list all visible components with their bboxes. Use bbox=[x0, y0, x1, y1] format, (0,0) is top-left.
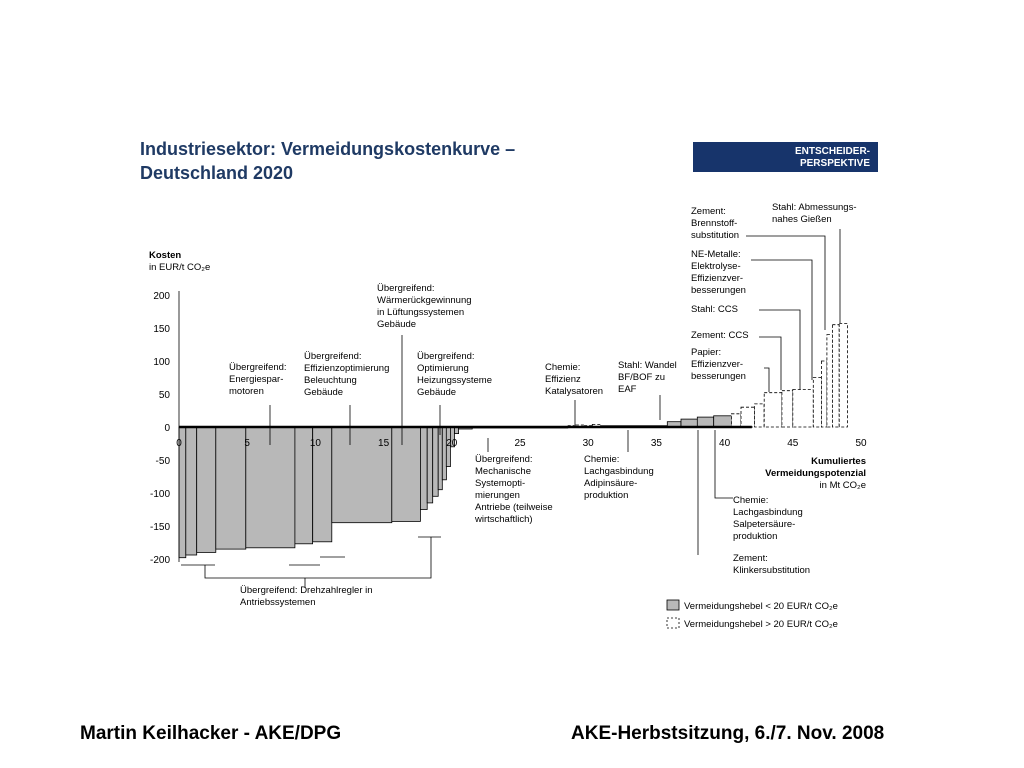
y-tick-label--100: -100 bbox=[149, 489, 170, 500]
annotation-waerme-line-4: Gebäude bbox=[377, 319, 417, 330]
legend-swatch-2 bbox=[667, 618, 679, 628]
annotation-stahl-ccs-line-1: Stahl: CCS bbox=[691, 304, 738, 315]
bar-11 bbox=[427, 427, 433, 503]
annotation-waerme-line-2: Wärmerückgewinnung bbox=[377, 295, 472, 306]
x-tick-label-0: 0 bbox=[176, 438, 182, 449]
annotation-stahl-bof-line-2: BF/BOF zu bbox=[618, 372, 665, 383]
annotation-drehzahl-line-1: Übergreifend: Drehzahlregler in bbox=[240, 585, 373, 596]
badge-text-line-1: ENTSCHEIDER- bbox=[794, 146, 870, 157]
y-axis-label bbox=[149, 250, 210, 273]
x-tick-label-45: 45 bbox=[787, 438, 799, 449]
annotation-salpeter-line-1: Chemie: bbox=[733, 495, 769, 506]
x-tick-label-35: 35 bbox=[650, 438, 662, 449]
annotation-stahl-bof-line-1: Stahl: Wandel bbox=[618, 360, 677, 371]
annotation-heizung-line-4: Gebäude bbox=[417, 387, 457, 398]
annotation-beleuchtung-line-3: Beleuchtung bbox=[304, 375, 357, 386]
bar-4 bbox=[216, 427, 246, 549]
bar-12 bbox=[433, 427, 439, 496]
y-tick-label-100: 100 bbox=[153, 357, 170, 368]
bar-28 bbox=[714, 416, 732, 427]
x-tick-label-50: 50 bbox=[855, 438, 867, 449]
x-tick-label-40: 40 bbox=[719, 438, 731, 449]
bar-13 bbox=[438, 427, 442, 490]
annotation-heizung-line-2: Optimierung bbox=[417, 363, 469, 374]
annotation-waerme-line-3: in Lüftungssystemen bbox=[377, 307, 465, 318]
annotation-mechanisch-line-4: mierungen bbox=[475, 490, 520, 501]
annotation-stahl-giessen-line-2: nahes Gießen bbox=[772, 214, 832, 225]
annotation-papier-line-2: Effizienzver- bbox=[691, 359, 744, 370]
x-tick-label-10: 10 bbox=[309, 438, 321, 449]
annotation-energiespar-line-1: Übergreifend: bbox=[229, 362, 287, 373]
bar-36 bbox=[821, 361, 827, 427]
annotation-mechanisch-line-2: Mechanische bbox=[475, 466, 531, 477]
annotation-ne-metalle-line-2: Elektrolyse- bbox=[691, 261, 741, 272]
annotation-beleuchtung-line-1: Übergreifend: bbox=[304, 351, 362, 362]
annotation-stahl-bof-line-3: EAF bbox=[618, 384, 637, 395]
annotation-energiespar-line-2: Energiespar- bbox=[229, 374, 284, 385]
annotation-papier-line-1: Papier: bbox=[691, 347, 722, 358]
annotation-zement-ccs-line-1: Zement: CCS bbox=[691, 330, 749, 341]
decision-maker-badge bbox=[693, 142, 878, 172]
bar-34 bbox=[793, 389, 814, 427]
y-tick-label--50: -50 bbox=[155, 456, 170, 467]
bar-32 bbox=[764, 393, 782, 427]
leader-stahl-ccs bbox=[759, 310, 800, 390]
y-tick-label--150: -150 bbox=[149, 522, 170, 533]
legend bbox=[667, 600, 838, 630]
annotation-waerme-line-1: Übergreifend: bbox=[377, 283, 435, 294]
annotation-mechanisch-line-1: Übergreifend: bbox=[475, 454, 533, 465]
leader-zement-ccs bbox=[759, 337, 781, 390]
legend-label-2: Vermeidungshebel > 20 EUR/t CO₂e bbox=[684, 619, 838, 630]
y-axis-label-line-2: in EUR/t CO₂e bbox=[149, 262, 211, 273]
annotation-mechanisch-line-6: wirtschaftlich) bbox=[475, 514, 533, 525]
y-tick-label-150: 150 bbox=[153, 324, 170, 335]
annotation-adipin-line-1: Chemie: bbox=[584, 454, 620, 465]
bar-14 bbox=[442, 427, 446, 480]
y-tick-label-50: 50 bbox=[158, 390, 170, 401]
annotation-brennstoff-line-2: Brennstoff- bbox=[691, 218, 738, 229]
x-tick-label-15: 15 bbox=[378, 438, 390, 449]
annotation-mechanisch-line-5: Antriebe (teilweise bbox=[475, 502, 553, 513]
x-axis-label-line-1: Kumuliertes bbox=[811, 456, 866, 467]
annotation-katalysatoren-line-3: Katalysatoren bbox=[545, 386, 604, 397]
y-axis-label-line-1: Kosten bbox=[149, 250, 182, 261]
bar-27 bbox=[697, 417, 713, 427]
annotation-adipin-line-2: Lachgasbindung bbox=[584, 466, 654, 477]
y-tick-label-0: 0 bbox=[164, 423, 170, 434]
bar-38 bbox=[832, 325, 839, 427]
bar-35 bbox=[813, 378, 821, 428]
annotation-heizung-line-1: Übergreifend: bbox=[417, 351, 475, 362]
annotation-katalysatoren-line-1: Chemie: bbox=[545, 362, 581, 373]
annotation-adipin-line-3: Adipinsäure- bbox=[584, 478, 638, 489]
bar-29 bbox=[731, 414, 741, 427]
x-axis-label-line-2: Vermeidungspotenzial bbox=[765, 468, 866, 479]
annotation-ne-metalle-line-4: besserungen bbox=[691, 285, 746, 296]
annotation-salpeter-line-2: Lachgasbindung bbox=[733, 507, 803, 518]
annotation-salpeter-line-4: produktion bbox=[733, 531, 778, 542]
annotation-drehzahl-line-2: Antriebssystemen bbox=[240, 597, 316, 608]
x-tick-label-25: 25 bbox=[514, 438, 526, 449]
footer-author: Martin Keilhacker - AKE/DPG bbox=[80, 723, 342, 744]
annotation-adipin-line-4: produktion bbox=[584, 490, 629, 501]
annotation-ne-metalle-line-3: Effizienzver- bbox=[691, 273, 744, 284]
annotation-klinker-line-1: Zement: bbox=[733, 553, 768, 564]
leader-papier bbox=[764, 368, 769, 392]
annotation-heizung-line-3: Heizungssysteme bbox=[417, 375, 492, 386]
bar-39 bbox=[839, 323, 847, 427]
annotation-beleuchtung-line-2: Effizienzoptimierung bbox=[304, 363, 390, 374]
bar-30 bbox=[741, 407, 755, 427]
bar-3 bbox=[197, 427, 216, 552]
leader-ne-metalle bbox=[751, 260, 812, 380]
annotation-ne-metalle-line-1: NE-Metalle: bbox=[691, 249, 741, 260]
bar-9 bbox=[392, 427, 421, 521]
y-tick-label--200: -200 bbox=[149, 555, 170, 566]
legend-swatch-1 bbox=[667, 600, 679, 610]
bar-33 bbox=[782, 391, 793, 427]
annotation-stahl-giessen-line-1: Stahl: Abmessungs- bbox=[772, 202, 857, 213]
annotation-beleuchtung-line-4: Gebäude bbox=[304, 387, 344, 398]
annotation-katalysatoren-line-2: Effizienz bbox=[545, 374, 581, 385]
x-tick-label-5: 5 bbox=[244, 438, 250, 449]
chart-title-line-1: Industriesektor: Vermeidungskostenkurve – bbox=[140, 139, 516, 159]
annotation-energiespar-line-3: motoren bbox=[229, 386, 264, 397]
annotation-mechanisch-line-3: Systemopti- bbox=[475, 478, 526, 489]
bar-37 bbox=[827, 335, 833, 427]
x-tick-label-20: 20 bbox=[446, 438, 458, 449]
annotation-brennstoff-line-1: Zement: bbox=[691, 206, 726, 217]
bar-2 bbox=[186, 427, 197, 555]
bar-10 bbox=[420, 427, 427, 510]
annotation-papier-line-3: besserungen bbox=[691, 371, 746, 382]
bar-5 bbox=[246, 427, 295, 548]
leader-brennstoff bbox=[746, 236, 825, 330]
y-tick-label-200: 200 bbox=[153, 291, 170, 302]
x-axis-label bbox=[765, 456, 866, 491]
x-axis-label-line-3: in Mt CO₂e bbox=[819, 480, 866, 491]
bar-31 bbox=[755, 404, 765, 427]
badge-text-line-2: PERSPEKTIVE bbox=[799, 158, 870, 169]
chart-title-line-2: Deutschland 2020 bbox=[140, 163, 294, 183]
footer-event: AKE-Herbstsitzung, 6./7. Nov. 2008 bbox=[571, 723, 885, 744]
chart-title bbox=[140, 139, 515, 183]
annotation-brennstoff-line-3: substitution bbox=[691, 230, 740, 241]
x-tick-label-30: 30 bbox=[582, 438, 594, 449]
legend-label-1: Vermeidungshebel < 20 EUR/t CO₂e bbox=[684, 601, 838, 612]
annotation-salpeter-line-3: Salpetersäure- bbox=[733, 519, 796, 530]
annotation-klinker-line-2: Klinkersubstitution bbox=[733, 565, 811, 576]
